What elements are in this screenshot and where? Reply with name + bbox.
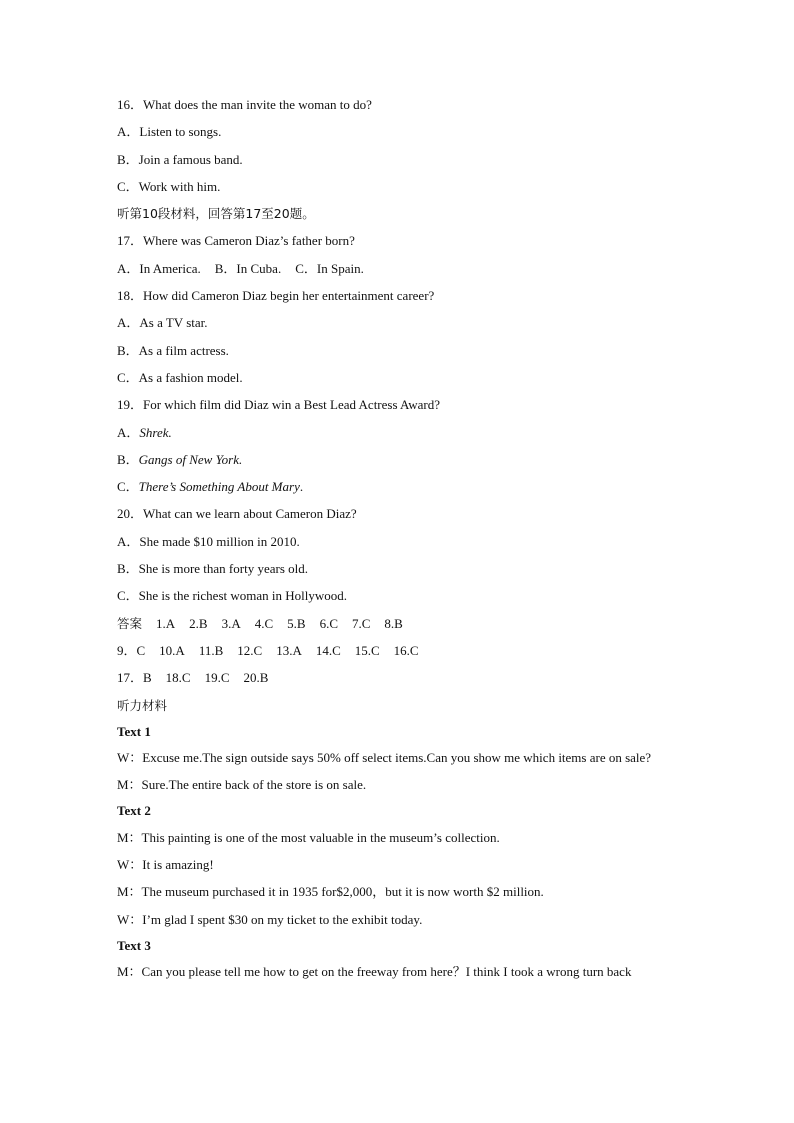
section-10-instruction: 听第10段材料，回答第17至20题。 [117, 206, 315, 222]
question-19-option-a-title: Shrek. [139, 424, 172, 440]
question-18-option-b: B．As a film actress. [117, 342, 229, 358]
text-2-line-4: W：I’m glad I spent $30 on my ticket to the exhibit today. [117, 911, 423, 927]
answer-item: 13.A [276, 642, 302, 658]
answer-item: 7.C [351, 615, 371, 631]
answer-item: 2.B [189, 615, 208, 631]
document-page [117, 91, 683, 986]
text-3-line-1: M：Can you please tell me how to get on the freeway from here？I think I took a wrong turn back [117, 964, 632, 980]
question-16-option-b: B．Join a famous band. [117, 151, 243, 167]
question-17-option-b: B．In Cuba. [214, 260, 282, 276]
answer-item: 14.C [315, 642, 341, 658]
question-19-option-c-prefix: C． [117, 479, 139, 495]
text-1-line-2: M：Sure.The entire back of the store is on sale. [117, 776, 367, 792]
text-2-line-3: M：The museum purchased it in 1935 for$2,000，but it is now worth $2 million. [117, 884, 544, 900]
text-3-heading: Text 3 [117, 937, 151, 953]
text-2-line-1: M：This painting is one of the most valuable in the museum’s collection. [117, 829, 500, 845]
answer-item: 5.B [287, 615, 306, 631]
answer-item: 18.C [165, 670, 191, 686]
answer-item: 20.B [243, 670, 269, 686]
answer-key-row-2 [117, 637, 683, 664]
question-18-stem: 18．How did Cameron Diaz begin her entertainment career? [117, 288, 435, 304]
question-16-option-c: C．Work with him. [117, 178, 221, 194]
question-19-option-c-title: There’s Something About Mary [138, 479, 300, 495]
question-19-option-b [117, 446, 683, 473]
answer-item: 9．C [117, 642, 146, 658]
answer-item: 4.C [254, 615, 274, 631]
question-19-option-a [117, 419, 683, 446]
question-20-option-c: C．She is the richest woman in Hollywood. [117, 588, 348, 604]
answer-item: 19.C [204, 670, 230, 686]
answer-key-label: 答案 [117, 615, 143, 631]
answer-item: 12.C [237, 642, 263, 658]
question-19-option-c [117, 473, 683, 500]
answer-item: 3.A [221, 615, 241, 631]
question-17-options [117, 255, 683, 282]
answer-item: 6.C [319, 615, 338, 631]
question-17-option-c: C．In Spain. [295, 260, 364, 276]
question-18-option-a: A．As a TV star. [117, 315, 208, 331]
text-1-line-1: W：Excuse me.The sign outside says 50% off select items.Can you show me which items are on sale? [117, 750, 652, 766]
question-20-stem: 20．What can we learn about Cameron Diaz? [117, 506, 357, 522]
answer-key-row-1 [117, 610, 683, 637]
text-1-heading: Text 1 [117, 723, 151, 739]
question-17-option-a: A．In America. [117, 260, 201, 276]
question-16-stem: 16．What does the man invite the woman to do? [117, 97, 372, 112]
question-16-option-a: A．Listen to songs. [117, 124, 222, 140]
question-19-stem: 19．For which film did Diaz win a Best Lead Actress Award? [117, 397, 441, 413]
question-20-option-b: B．She is more than forty years old. [117, 561, 308, 577]
question-19-option-b-title: Gangs of New York. [138, 451, 243, 467]
answer-item: 8.B [384, 615, 403, 631]
answer-item: 1.A [156, 615, 176, 631]
question-17-stem: 17．Where was Cameron Diaz’s father born? [117, 233, 355, 249]
answer-item: 15.C [354, 642, 380, 658]
question-20-option-a: A．She made $10 million in 2010. [117, 533, 300, 549]
answer-item: 17．B [117, 670, 152, 686]
answer-item: 16.C [393, 642, 419, 658]
question-19-option-b-prefix: B． [117, 451, 139, 467]
answer-item: 10.A [159, 642, 185, 658]
transcript-label: 听力材料 [117, 697, 168, 713]
text-2-heading: Text 2 [117, 803, 151, 819]
text-2-line-2: W：It is amazing! [117, 856, 214, 872]
answer-item: 11.B [198, 642, 224, 658]
answer-key-row-3 [117, 664, 683, 691]
question-19-option-c-suffix: . [299, 479, 304, 495]
question-18-option-c: C．As a fashion model. [117, 369, 243, 385]
question-19-option-a-prefix: A． [117, 424, 140, 440]
